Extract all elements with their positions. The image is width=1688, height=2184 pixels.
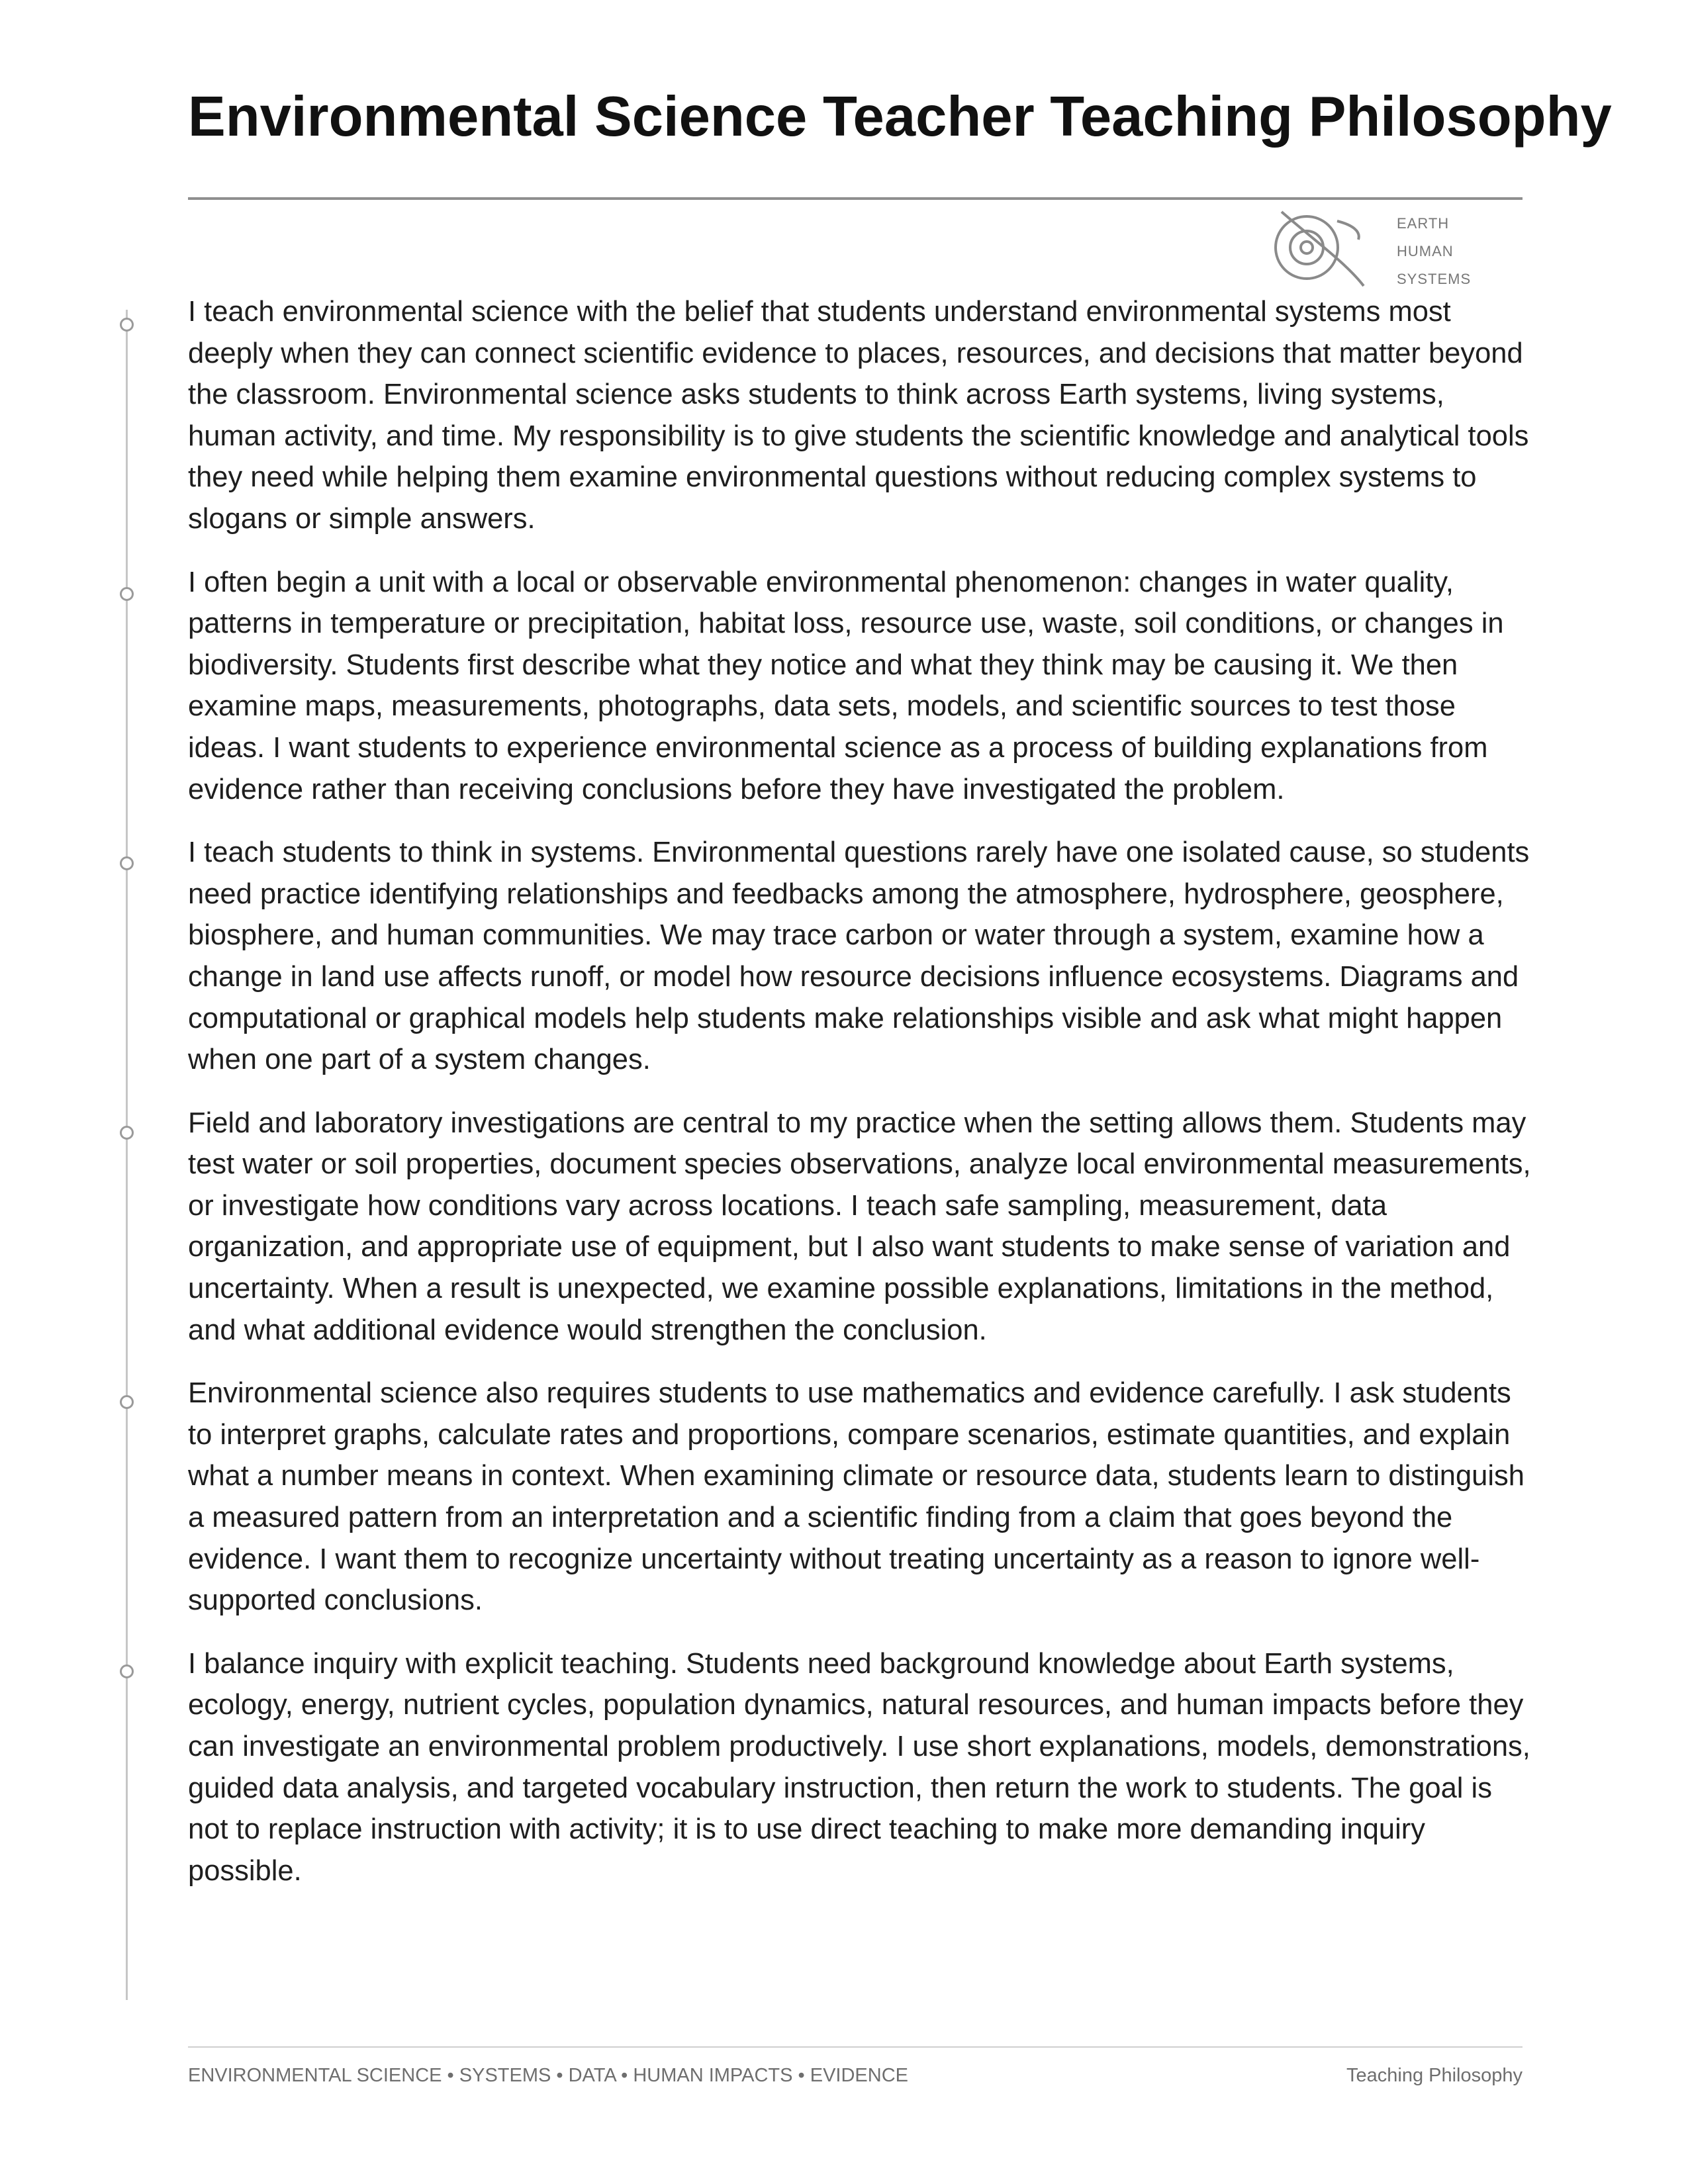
title-divider: [188, 197, 1523, 200]
timeline-line: [126, 310, 128, 2000]
page-title: Environmental Science Teacher Teaching Philosophy: [188, 85, 1612, 148]
paragraph-1: I teach environmental science with the belief that students understand environmental systems most deeply when they can connect scientific evidence to places, resources, and decisions that matter beyond the classroom. Environmental science asks students to think across Earth systems, living systems, human activity, and time. My responsibility is to give students the scientific knowledge and analytical tools they need while helping them examine environmental questions without reducing complex systems to slogans or simple answers.: [188, 296, 1529, 535]
footer-divider: [188, 2046, 1523, 2048]
philosophy-body: [188, 291, 1532, 1913]
paragraph-4: Field and laboratory investigations are central to my practice when the setting allows them. Students may test water or soil properties, document species observations, analyze local environmental measurements, or investigate how conditions vary across locations. I teach safe sampling, measurement, data organization, and appropriate use of equipment, but I also want students to make sense of variation and uncertainty. When a result is unexpected, we examine possible explanations, limitations in the method, and what additional evidence would strengthen the conclusion.: [188, 1107, 1531, 1346]
timeline-marker-1: [120, 318, 134, 332]
paragraph-3: I teach students to think in systems. Environmental questions rarely have one isolated cause, so students need practice identifying relationships and feedbacks among the atmosphere, hydrosphere, geosphere, biosphere, and human communities. We may trace carbon or water through a system, examine how a change in land use affects runoff, or model how resource decisions influence ecosystems. Diagrams and computational or graphical models help students make relationships visible and ask what might happen when one part of a system changes.: [188, 837, 1530, 1076]
timeline-marker-2: [120, 587, 134, 601]
logo-wordmark: [1397, 212, 1523, 295]
footer-document-label: Teaching Philosophy: [1346, 2065, 1523, 2086]
timeline-marker-4: [120, 1126, 134, 1140]
paragraph-6: I balance inquiry with explicit teaching. Students need background knowledge about Earth systems, ecology, energy, nutrient cycles, population dynamics, natural resources, and human impacts before they can investigate an environmental problem productively. I use short explanations, models, demonstrations, guided data analysis, and targeted vocabulary instruction, then return the work to students. The goal is not to replace instruction with activity; it is to use direct teaching to make more demanding inquiry possible.: [188, 1647, 1530, 1887]
footer-topics: ENVIRONMENTAL SCIENCE • SYSTEMS • DATA • HUMAN IMPACTS • EVIDENCE: [188, 2065, 908, 2086]
paragraph-5: Environmental science also requires students to use mathematics and evidence carefully. I ask students to interpret graphs, calculate rates and proportions, compare scenarios, estimate quantities, and explain what a number means in context. When examining climate or resource data, students learn to distinguish a measured pattern from an interpretation and a scientific finding from a claim that goes beyond the evidence. I want them to recognize uncertainty without treating uncertainty as a reason to ignore well-supported conclusions.: [188, 1377, 1524, 1617]
timeline-marker-6: [120, 1664, 134, 1678]
timeline-marker-3: [120, 856, 134, 870]
timeline-marker-5: [120, 1395, 134, 1409]
logo-line-earth: EARTH: [1397, 215, 1450, 232]
orbit-target-icon: [1272, 203, 1370, 293]
logo-line-systems: SYSTEMS: [1397, 271, 1472, 287]
logo-line-human: HUMAN: [1397, 243, 1454, 259]
paragraph-2: I often begin a unit with a local or observable environmental phenomenon: changes in water quality, patterns in temperature or precipitation, habitat loss, resource use, waste, soil conditions, or changes in biodiversity. Students first describe what they notice and what they think may be causing it. We then examine maps, measurements, photographs, data sets, models, and scientific sources to test those ideas. I want students to experience environmental science as a process of building explanations from evidence rather than receiving conclusions before they have investigated the problem.: [188, 566, 1504, 805]
